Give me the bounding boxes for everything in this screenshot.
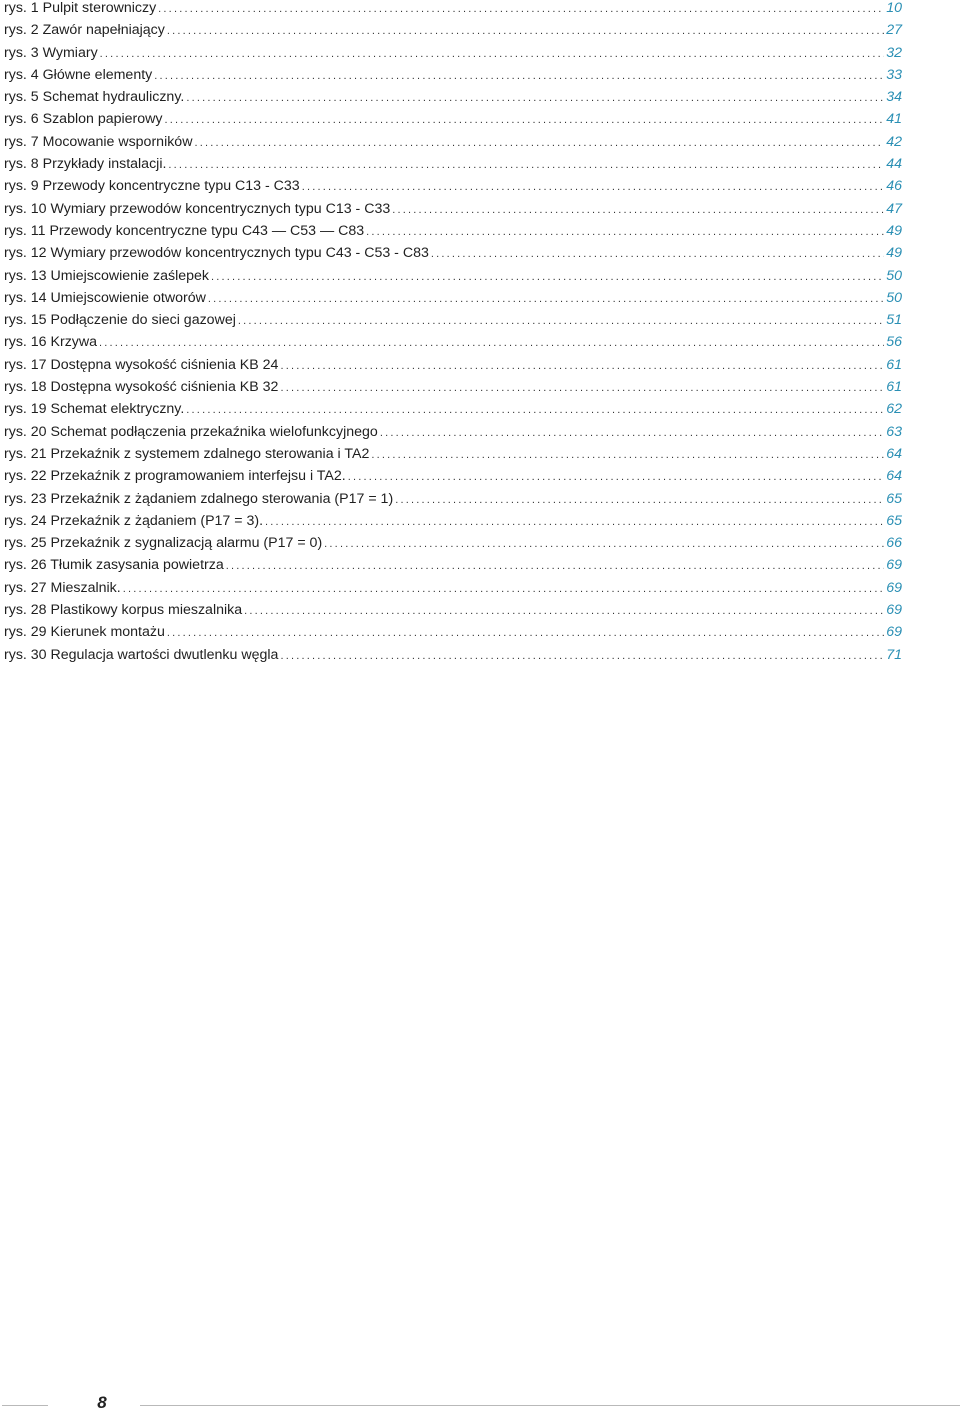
figure-entry[interactable] [4, 67, 902, 89]
figure-entry-page-link[interactable]: 44 [886, 156, 902, 173]
figure-entry[interactable] [4, 111, 902, 133]
dot-leader [168, 157, 884, 173]
dot-leader [302, 179, 885, 195]
dot-leader [431, 246, 884, 262]
dot-leader [371, 447, 884, 463]
footer-rule-right [140, 1405, 960, 1406]
dot-leader [380, 425, 884, 441]
figure-entry-label: rys. 26 Tłumik zasysania powietrza [4, 557, 224, 574]
figure-entry-page-link[interactable]: 69 [886, 557, 902, 574]
figure-entry-page-link[interactable]: 50 [886, 289, 902, 306]
dot-leader [165, 112, 885, 128]
figure-entry-label: rys. 30 Regulacja wartości dwutlenku węgla [4, 646, 279, 663]
figure-entry-label: rys. 23 Przekaźnik z żądaniem zdalnego sterowania (P17 = 1) [4, 490, 394, 507]
figure-entry-page-link[interactable]: 27 [886, 22, 902, 39]
figure-entry[interactable] [4, 290, 902, 312]
figure-entry-label: rys. 2 Zawór napełniający [4, 22, 165, 39]
figure-entry-page-link[interactable]: 65 [886, 512, 902, 529]
figure-entry-label: rys. 13 Umiejscowienie zaślepek [4, 267, 210, 284]
figure-entry-label: rys. 7 Mocowanie wsporników [4, 133, 193, 150]
figure-entry-label: rys. 4 Główne elementy [4, 66, 153, 83]
dot-leader [244, 603, 884, 619]
figure-entry-label: rys. 12 Wymiary przewodów koncentrycznych typu C43 - C53 - C83 [4, 245, 429, 262]
figure-index [4, 0, 902, 669]
figure-entry[interactable] [4, 446, 902, 468]
footer-rule-left [2, 1405, 48, 1406]
figure-entry[interactable] [4, 312, 902, 334]
figure-entry[interactable] [4, 89, 902, 111]
dot-leader [395, 492, 884, 508]
figure-entry-label: rys. 19 Schemat elektryczny. [4, 401, 185, 418]
figure-entry-page-link[interactable]: 62 [886, 401, 902, 418]
figure-entry-page-link[interactable]: 69 [886, 602, 902, 619]
dot-leader [154, 68, 884, 84]
figure-entry-page-link[interactable]: 33 [886, 66, 902, 83]
figure-entry-page-link[interactable]: 46 [886, 178, 902, 195]
figure-entry-page-link[interactable]: 61 [886, 379, 902, 396]
figure-entry[interactable] [4, 0, 902, 22]
dot-leader [194, 135, 884, 151]
dot-leader [324, 536, 884, 552]
dot-leader [158, 1, 884, 17]
figure-entry-page-link[interactable]: 63 [886, 423, 902, 440]
dot-leader [280, 358, 884, 374]
dot-leader [348, 469, 885, 485]
dot-leader [392, 202, 884, 218]
figure-entry-label: rys. 8 Przykłady instalacji. [4, 156, 167, 173]
figure-entry-label: rys. 25 Przekaźnik z sygnalizacją alarmu (P17 = 0) [4, 535, 323, 552]
figure-entry-label: rys. 15 Podłączenie do sieci gazowej [4, 312, 236, 329]
figure-entry-page-link[interactable]: 50 [886, 267, 902, 284]
dot-leader [100, 46, 885, 62]
dot-leader [186, 402, 884, 418]
figure-entry[interactable] [4, 45, 902, 67]
figure-entry-label: rys. 24 Przekaźnik z żądaniem (P17 = 3). [4, 512, 264, 529]
figure-entry[interactable] [4, 401, 902, 423]
figure-entry-page-link[interactable]: 32 [886, 44, 902, 61]
figure-entry-label: rys. 9 Przewody koncentryczne typu C13 - C33 [4, 178, 300, 195]
figure-entry-page-link[interactable]: 49 [886, 222, 902, 239]
figure-entry[interactable] [4, 535, 902, 557]
page-number: 8 [97, 1393, 107, 1412]
figure-entry[interactable] [4, 647, 902, 669]
figure-entry-label: rys. 20 Schemat podłączenia przekaźnika wielofunkcyjnego [4, 423, 378, 440]
figure-entry-page-link[interactable]: 41 [886, 111, 902, 128]
figure-entry[interactable] [4, 624, 902, 646]
dot-leader [226, 558, 884, 574]
figure-entry-page-link[interactable]: 65 [886, 490, 902, 507]
figure-entry-label: rys. 6 Szablon papierowy [4, 111, 163, 128]
dot-leader [99, 335, 884, 351]
figure-entry-page-link[interactable]: 66 [886, 535, 902, 552]
figure-entry-label: rys. 28 Plastikowy korpus mieszalnika [4, 602, 243, 619]
figure-entry-page-link[interactable]: 47 [886, 200, 902, 217]
dot-leader [167, 625, 884, 641]
dot-leader [238, 313, 884, 329]
figure-entry-page-link[interactable]: 56 [886, 334, 902, 351]
figure-entry-page-link[interactable]: 69 [886, 624, 902, 641]
dot-leader [211, 269, 884, 285]
figure-entry-label: rys. 18 Dostępna wysokość ciśnienia KB 32 [4, 379, 279, 396]
dot-leader [123, 581, 885, 597]
figure-entry-page-link[interactable]: 64 [886, 445, 902, 462]
figure-entry-label: rys. 3 Wymiary [4, 44, 98, 61]
figure-entry-page-link[interactable]: 49 [886, 245, 902, 262]
figure-entry-label: rys. 11 Przewody koncentryczne typu C43 — C53 — C83 [4, 222, 365, 239]
figure-entry-page-link[interactable]: 69 [886, 579, 902, 596]
figure-entry[interactable] [4, 201, 902, 223]
figure-entry-page-link[interactable]: 51 [886, 312, 902, 329]
figure-entry[interactable] [4, 268, 902, 290]
dot-leader [280, 648, 884, 664]
figure-entry-label: rys. 27 Mieszalnik. [4, 579, 121, 596]
dot-leader [167, 23, 884, 39]
figure-entry[interactable] [4, 513, 902, 535]
figure-entry-page-link[interactable]: 61 [886, 356, 902, 373]
figure-entry[interactable] [4, 178, 902, 200]
figure-entry-page-link[interactable]: 42 [886, 133, 902, 150]
figure-entry-label: rys. 29 Kierunek montażu [4, 624, 165, 641]
figure-entry[interactable] [4, 22, 902, 44]
dot-leader [366, 224, 884, 240]
figure-entry-page-link[interactable]: 10 [886, 0, 902, 16]
figure-entry-label: rys. 16 Krzywa [4, 334, 98, 351]
figure-entry[interactable] [4, 134, 902, 156]
figure-entry[interactable] [4, 379, 902, 401]
figure-entry[interactable] [4, 223, 902, 245]
dot-leader [186, 90, 884, 106]
figure-entry[interactable] [4, 357, 902, 379]
figure-entry[interactable] [4, 468, 902, 490]
figure-entry[interactable] [4, 245, 902, 267]
figure-entry-page-link[interactable]: 34 [886, 89, 902, 106]
figure-entry-label: rys. 5 Schemat hydrauliczny. [4, 89, 185, 106]
dot-leader [208, 291, 884, 307]
figure-entry-label: rys. 21 Przekaźnik z systemem zdalnego sterowania i TA2 [4, 445, 370, 462]
figure-entry-label: rys. 22 Przekaźnik z programowaniem interfejsu i TA2. [4, 468, 346, 485]
figure-entry-label: rys. 17 Dostępna wysokość ciśnienia KB 24 [4, 356, 279, 373]
dot-leader [280, 380, 884, 396]
figure-entry-label: rys. 14 Umiejscowienie otworów [4, 289, 206, 306]
dot-leader [265, 514, 884, 530]
figure-entry-label: rys. 10 Wymiary przewodów koncentrycznych typu C13 - C33 [4, 200, 391, 217]
figure-entry[interactable] [4, 491, 902, 513]
figure-entry[interactable] [4, 557, 902, 579]
figure-entry[interactable] [4, 580, 902, 602]
figure-entry-label: rys. 1 Pulpit sterowniczy [4, 0, 157, 16]
figure-entry[interactable] [4, 602, 902, 624]
figure-entry-page-link[interactable]: 71 [886, 646, 902, 663]
figure-entry[interactable] [4, 334, 902, 356]
figure-entry[interactable] [4, 156, 902, 178]
figure-entry-page-link[interactable]: 64 [886, 468, 902, 485]
figure-entry[interactable] [4, 424, 902, 446]
